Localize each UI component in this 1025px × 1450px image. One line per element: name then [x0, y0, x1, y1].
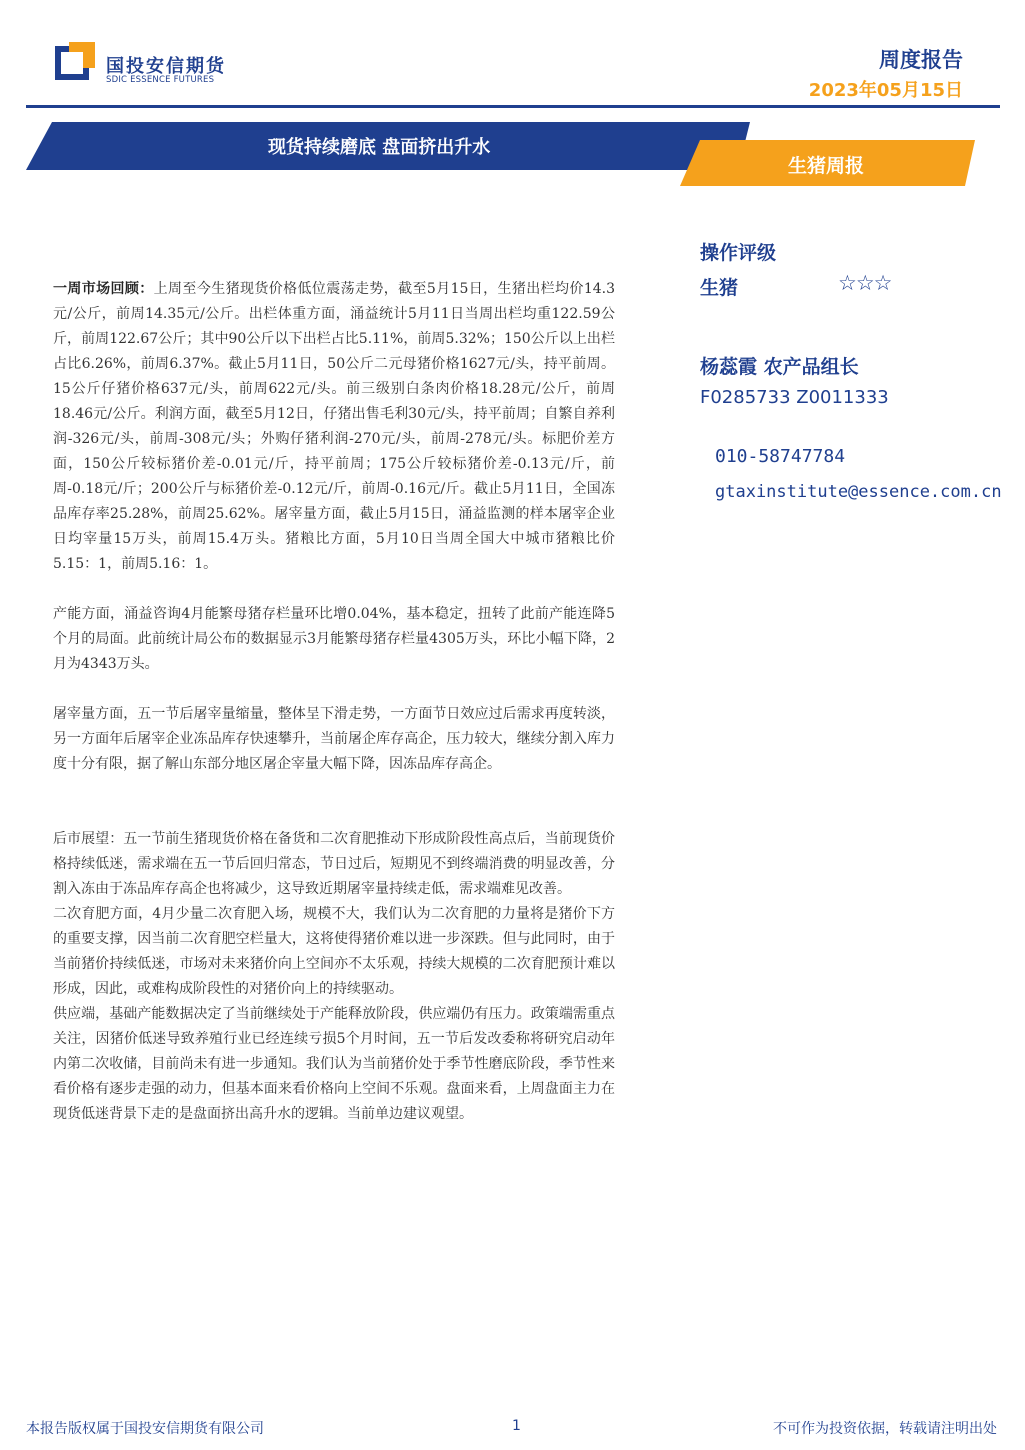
rating-item: 生猪 — [700, 277, 739, 299]
report-body — [53, 277, 615, 1127]
paragraph-lead: 一周市场回顾： — [53, 281, 154, 297]
paragraph-outlook: 后市展望：五一节前生猪现货价格在备货和二次育肥推动下形成阶段性高点后，当前现货价格持续低迷，需求端在五一节后回归常态，节日过后，短期见不到终端消费的明显改善，分割入冻由于冻品库存高企也将减少，这导致近期屠宰量持续走低，需求端难见改善。 — [53, 831, 615, 897]
rating-heading: 操作评级 — [700, 242, 777, 264]
page-number: 1 — [512, 1418, 521, 1434]
analyst-license-ids: F0285733 Z0011333 — [700, 387, 889, 408]
analyst-name: 杨蕊霞 农产品组长 — [700, 356, 859, 378]
paragraph-capacity: 产能方面，涌益咨询4月能繁母猪存栏量环比增0.04%，基本稳定，扭转了此前产能连降5个月的局面。此前统计局公布的数据显示3月能繁母猪存栏量4305万头，环比小幅下降，2月为4343万头。 — [53, 606, 615, 672]
title-banner — [0, 118, 1025, 190]
company-name-cn: 国投安信期货 — [106, 56, 226, 77]
footer-copyright: 本报告版权属于国投安信期货有限公司 — [26, 1421, 264, 1437]
report-date: 2023年05月15日 — [808, 80, 963, 101]
footer-disclaimer: 不可作为投资依据，转载请注明出处 — [773, 1421, 997, 1437]
report-category-tag: 生猪周报 — [788, 155, 865, 177]
company-logo-mark — [55, 42, 95, 82]
analyst-phone: 010-58747784 — [715, 446, 846, 467]
paragraph-supply: 供应端，基础产能数据决定了当前继续处于产能释放阶段，供应端仍有压力。政策端需重点关注，因猪价低迷导致养殖行业已经连续亏损5个月时间，五一节后发改委称将研究启动年内第二次收储，目前尚未有进一步通知。我们认为当前猪价处于季节性磨底阶段，季节性来看价格有逐步走强的动力，但基本面来看价格向上空间不乐观。盘面来看，上周盘面主力在现货低迷背景下走的是盘面挤出高升水的逻辑。当前单边建议观望。 — [53, 1006, 615, 1122]
paragraph-text: 上周至今生猪现货价格低位震荡走势，截至5月15日，生猪出栏均价14.3元/公斤，前周14.35元/公斤。出栏体重方面，涌益统计5月11日当周出栏均重122.59公斤，前周122.67公斤；其中90公斤以下出栏占比5.11%，前周5.32%；150公斤以上出栏占比6.26%，前周6.37%。截止5月11日，50公斤二元母猪价格1627元/头，持平前周。15公斤仔猪价格637元/头，前周622元/头。前三级别白条肉价格18.28元/公斤，前周18.46元/公斤。利润方面，截至5月12日，仔猪出售毛利30元/头，持平前周；自繁自养利润-326元/头，前周-308元/头；外购仔猪利润-270元/头，前周-278元/头。标肥价差方面，150公斤较标猪价差-0.01元/斤，持平前周；175公斤较标猪价差-0.13元/斤，前周-0.18元/斤；200公斤与标猪价差-0.12元/斤，前周-0.16元/斤。截止5月11日，全国冻品库存率25.28%，前周25.62%。屠宰量方面，截止5月15日，涌益监测的样本屠宰企业日均宰量15万头，前周15.4万头。猪粮比方面，5月10日当周全国大中城市猪粮比价5.15：1，前周5.16：1。 — [53, 281, 615, 572]
report-title: 现货持续磨底 盘面挤出升水 — [268, 137, 491, 158]
paragraph-slaughter: 屠宰量方面，五一节后屠宰量缩量，整体呈下滑走势，一方面节日效应过后需求再度转淡，另一方面年后屠宰企业冻品库存快速攀升，当前屠企库存高企，压力较大，继续分割入库力度十分有限，据了解山东部分地区屠企宰量大幅下降，因冻品库存高企。 — [53, 706, 615, 772]
paragraph-market-review — [53, 277, 615, 577]
company-name-en: SDIC ESSENCE FUTURES — [106, 75, 215, 85]
analyst-email-link[interactable]: gtaxinstitute@essence.com.cn — [715, 482, 1002, 502]
report-type: 周度报告 — [879, 48, 963, 72]
paragraph-secondary-fattening: 二次育肥方面，4月少量二次育肥入场，规模不大，我们认为二次育肥的力量将是猪价下方的重要支撑，因当前二次育肥空栏量大，这将使得猪价难以进一步深跌。但与此同时，由于当前猪价持续低迷，市场对未来猪价向上空间亦不太乐观，持续大规模的二次育肥预计难以形成，因此，或难构成阶段性的对猪价向上的持续驱动。 — [53, 906, 615, 997]
header-divider — [26, 105, 1000, 108]
rating-stars-icon: ☆☆☆ — [838, 271, 892, 295]
